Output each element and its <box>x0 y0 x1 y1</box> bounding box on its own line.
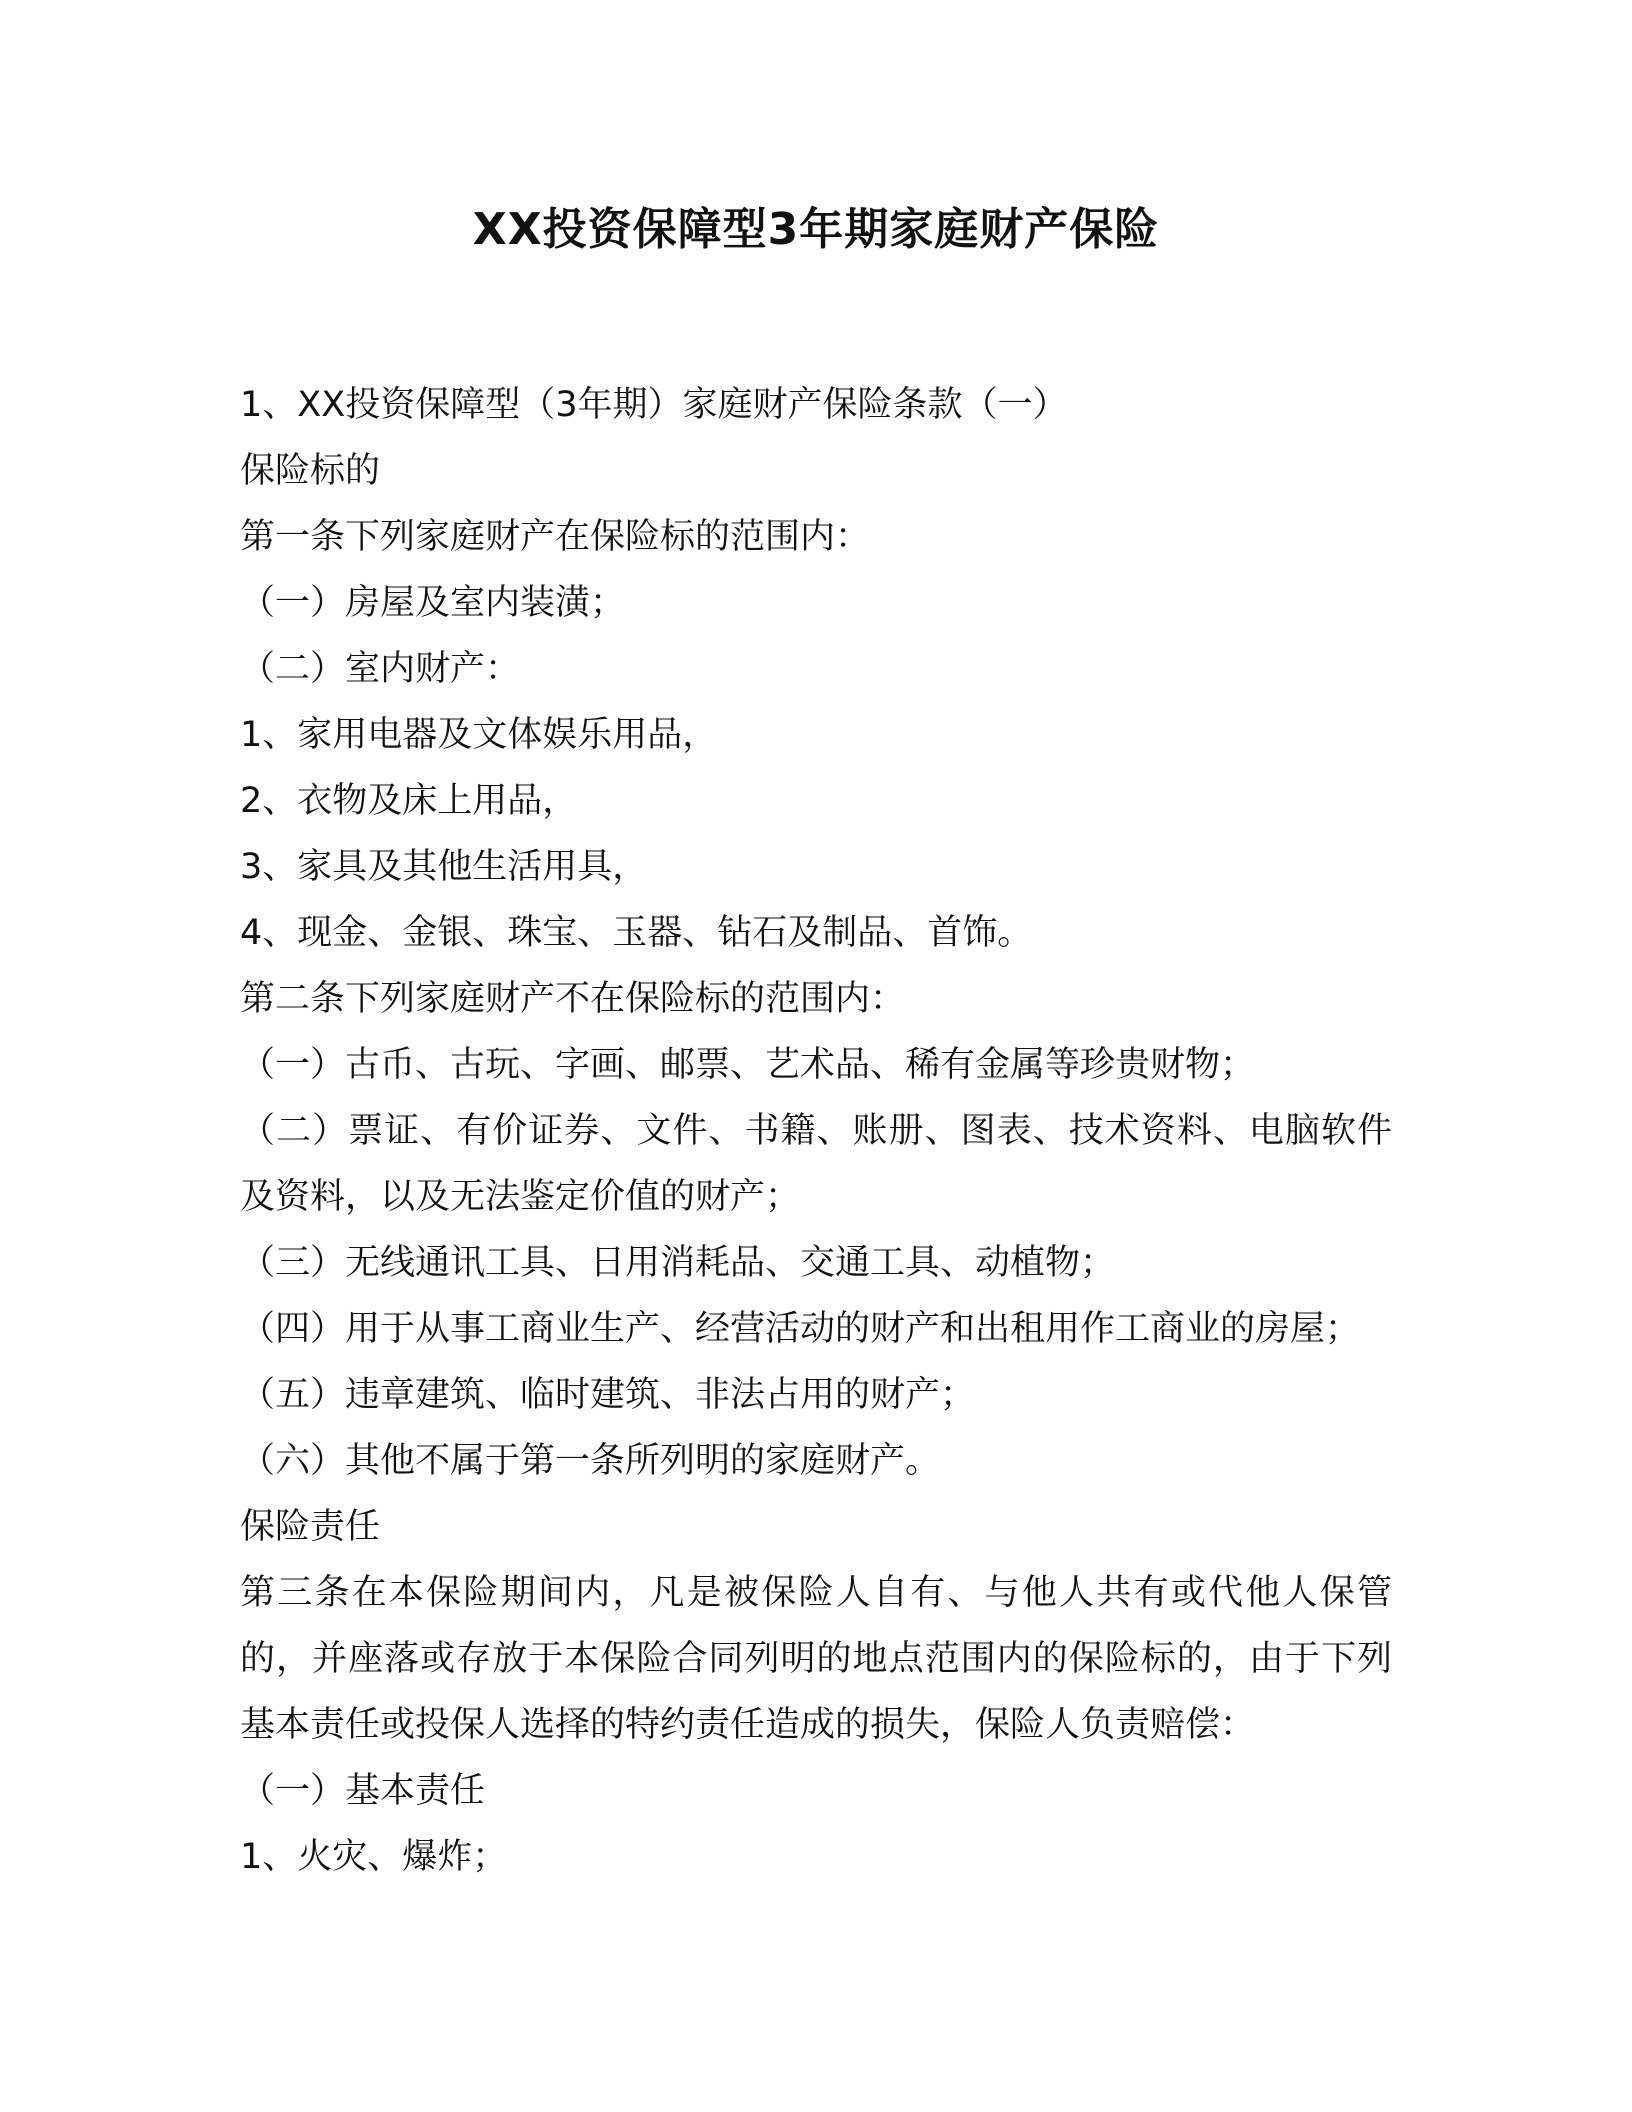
article-three: 第三条在本保险期间内，凡是被保险人自有、与他人共有或代他人保管的，并座落或存放于本保险合同列明的地点范围内的保险标的，由于下列基本责任或投保人选择的特约责任造成的损失，保险人负责赔偿： <box>240 1573 1392 1745</box>
indoor-property-item-3: 3、家具及其他生活用具， <box>240 847 648 887</box>
indoor-property-item-1: 1、家用电器及文体娱乐用品， <box>240 715 718 755</box>
article-two-item-4: （四）用于从事工商业生产、经营活动的财产和出租用作工商业的房屋； <box>240 1309 1361 1349</box>
basic-liability-heading: （一）基本责任 <box>240 1771 486 1811</box>
document-title: XX投资保障型3年期家庭财产保险 <box>472 204 1160 255</box>
article-two-item-3: （三）无线通讯工具、日用消耗品、交通工具、动植物； <box>240 1243 1116 1283</box>
article-two-item-5: （五）违章建筑、临时建筑、非法占用的财产； <box>240 1375 976 1415</box>
indoor-property-item-4: 4、现金、金银、珠宝、玉器、钻石及制品、首饰。 <box>240 913 1033 953</box>
document-body <box>240 372 1392 1890</box>
article-one-item-2: （二）室内财产： <box>240 649 521 689</box>
article-one-item-1: （一）房屋及室内装潢； <box>240 583 626 623</box>
basic-liability-item-1: 1、火灾、爆炸； <box>240 1837 508 1877</box>
article-one: 第一条下列家庭财产在保险标的范围内： <box>240 517 871 557</box>
article-two-item-1: （一）古币、古玩、字画、邮票、艺术品、稀有金属等珍贵财物； <box>240 1045 1256 1085</box>
article-two: 第二条下列家庭财产不在保险标的范围内： <box>240 979 906 1019</box>
article-two-item-6: （六）其他不属于第一条所列明的家庭财产。 <box>240 1441 941 1481</box>
clause-heading: 1、XX投资保障型（3年期）家庭财产保险条款（一） <box>240 385 1068 425</box>
indoor-property-item-2: 2、衣物及床上用品， <box>240 781 578 821</box>
article-two-item-2: （二）票证、有价证券、文件、书籍、账册、图表、技术资料、电脑软件及资料，以及无法鉴定价值的财产； <box>240 1111 1392 1217</box>
section-heading-insured-subject: 保险标的 <box>240 451 381 491</box>
section-heading-liability: 保险责任 <box>240 1507 381 1547</box>
